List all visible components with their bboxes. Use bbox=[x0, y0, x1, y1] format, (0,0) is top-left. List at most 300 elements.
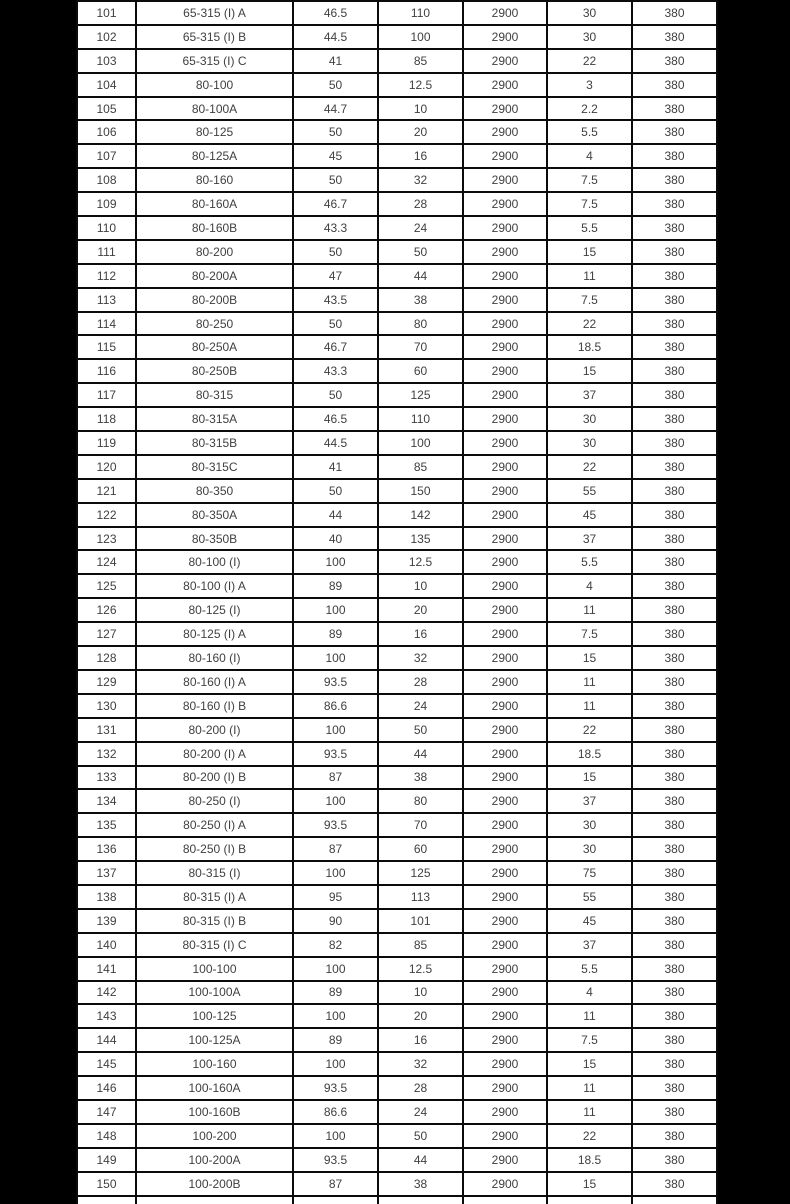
table-cell: 80-100A bbox=[136, 97, 293, 121]
table-cell: 380 bbox=[632, 359, 717, 383]
table-cell: 109 bbox=[77, 192, 136, 216]
table-cell: 80-100 (I) A bbox=[136, 574, 293, 598]
table-cell: 132 bbox=[77, 742, 136, 766]
table-cell: 50 bbox=[293, 240, 378, 264]
table-row bbox=[77, 168, 717, 192]
table-cell: 18.5 bbox=[547, 742, 632, 766]
table-cell: 380 bbox=[632, 431, 717, 455]
table-cell: 100 bbox=[378, 25, 463, 49]
table-cell: 2900 bbox=[463, 407, 547, 431]
table-cell: 50 bbox=[293, 120, 378, 144]
table-cell: 11 bbox=[547, 264, 632, 288]
table-cell: 55 bbox=[547, 479, 632, 503]
table-cell: 380 bbox=[632, 574, 717, 598]
table-row bbox=[77, 598, 717, 622]
pump-spec-table bbox=[76, 0, 718, 1204]
table-row bbox=[77, 861, 717, 885]
table-cell: 100 bbox=[293, 957, 378, 981]
table-cell: 5.5 bbox=[547, 120, 632, 144]
table-cell: 107 bbox=[77, 144, 136, 168]
table-cell: 38 bbox=[378, 766, 463, 790]
table-cell: 41 bbox=[293, 49, 378, 73]
table-cell: 32 bbox=[378, 168, 463, 192]
table-cell: 32 bbox=[378, 646, 463, 670]
table-cell: 93.5 bbox=[293, 1148, 378, 1172]
table-cell: 4 bbox=[547, 981, 632, 1005]
table-cell: 4 bbox=[547, 144, 632, 168]
table-cell: 2900 bbox=[463, 1100, 547, 1124]
table-cell: 80-200 (I) A bbox=[136, 742, 293, 766]
table-row bbox=[77, 981, 717, 1005]
table-cell: 142 bbox=[378, 503, 463, 527]
table-cell: 149 bbox=[77, 1148, 136, 1172]
table-cell: 80 bbox=[378, 789, 463, 813]
table-cell: 2900 bbox=[463, 527, 547, 551]
table-cell: 89 bbox=[293, 1028, 378, 1052]
table-row bbox=[77, 73, 717, 97]
table-cell: 80-350B bbox=[136, 527, 293, 551]
table-cell: 82 bbox=[293, 933, 378, 957]
table-cell: 80-160A bbox=[136, 192, 293, 216]
table-cell: 80-315 bbox=[136, 383, 293, 407]
table-cell: 380 bbox=[632, 622, 717, 646]
table-cell: 12.5 bbox=[378, 550, 463, 574]
table-cell: 2900 bbox=[463, 359, 547, 383]
table-cell: 380 bbox=[632, 120, 717, 144]
table-cell: 15 bbox=[547, 359, 632, 383]
table-cell: 70 bbox=[378, 335, 463, 359]
table-cell: 2900 bbox=[463, 694, 547, 718]
table-cell: 2900 bbox=[463, 622, 547, 646]
table-cell: 7.5 bbox=[547, 192, 632, 216]
table-cell: 80-315A bbox=[136, 407, 293, 431]
table-cell: 15 bbox=[547, 766, 632, 790]
table-cell: 80-350 bbox=[136, 479, 293, 503]
table-cell: 41 bbox=[293, 455, 378, 479]
table-cell: 80-100 bbox=[136, 73, 293, 97]
table-cell: 80-200B bbox=[136, 288, 293, 312]
table-cell: 28 bbox=[378, 1076, 463, 1100]
table-cell: 2900 bbox=[463, 168, 547, 192]
table-cell: 30 bbox=[547, 1, 632, 25]
table-cell: 44.7 bbox=[293, 97, 378, 121]
table-cell: 114 bbox=[77, 312, 136, 336]
table-cell: 37 bbox=[547, 933, 632, 957]
table-cell: 2900 bbox=[463, 670, 547, 694]
table-cell: 2900 bbox=[463, 479, 547, 503]
table-cell: 380 bbox=[632, 288, 717, 312]
table-cell: 100-200B bbox=[136, 1172, 293, 1196]
table-cell: 50 bbox=[293, 73, 378, 97]
table-cell: 130 bbox=[77, 694, 136, 718]
table-cell: 103 bbox=[77, 49, 136, 73]
table-row bbox=[77, 216, 717, 240]
table-cell-empty bbox=[293, 1196, 378, 1204]
table-row bbox=[77, 335, 717, 359]
table-cell: 80-250B bbox=[136, 359, 293, 383]
table-cell: 44 bbox=[293, 503, 378, 527]
table-cell: 47 bbox=[293, 264, 378, 288]
table-cell: 15 bbox=[547, 240, 632, 264]
table-row bbox=[77, 885, 717, 909]
table-cell: 30 bbox=[547, 431, 632, 455]
table-cell: 86.6 bbox=[293, 1100, 378, 1124]
table-cell: 20 bbox=[378, 120, 463, 144]
table-cell: 80-315 (I) C bbox=[136, 933, 293, 957]
table-cell: 80-160 bbox=[136, 168, 293, 192]
table-cell: 110 bbox=[378, 407, 463, 431]
table-cell: 7.5 bbox=[547, 1028, 632, 1052]
table-cell: 2900 bbox=[463, 933, 547, 957]
table-cell: 2900 bbox=[463, 766, 547, 790]
table-cell: 43.3 bbox=[293, 359, 378, 383]
table-cell: 380 bbox=[632, 718, 717, 742]
table-cell: 100-100A bbox=[136, 981, 293, 1005]
table-cell: 93.5 bbox=[293, 1076, 378, 1100]
table-row bbox=[77, 1052, 717, 1076]
table-cell: 80-160 (I) A bbox=[136, 670, 293, 694]
table-cell: 380 bbox=[632, 479, 717, 503]
table-cell: 125 bbox=[378, 861, 463, 885]
table-cell: 30 bbox=[547, 407, 632, 431]
table-cell: 80-315 (I) A bbox=[136, 885, 293, 909]
table-row bbox=[77, 25, 717, 49]
table-cell: 2900 bbox=[463, 1172, 547, 1196]
table-cell: 127 bbox=[77, 622, 136, 646]
table-cell: 2900 bbox=[463, 837, 547, 861]
table-cell: 50 bbox=[378, 240, 463, 264]
table-cell: 22 bbox=[547, 1124, 632, 1148]
table-cell: 380 bbox=[632, 407, 717, 431]
table-row bbox=[77, 527, 717, 551]
table-cell: 2900 bbox=[463, 813, 547, 837]
table-cell: 380 bbox=[632, 144, 717, 168]
table-cell: 380 bbox=[632, 1148, 717, 1172]
table-cell: 80 bbox=[378, 312, 463, 336]
table-row bbox=[77, 813, 717, 837]
table-row bbox=[77, 431, 717, 455]
table-cell: 380 bbox=[632, 25, 717, 49]
table-cell: 15 bbox=[547, 1172, 632, 1196]
table-cell: 115 bbox=[77, 335, 136, 359]
table-row bbox=[77, 909, 717, 933]
table-cell: 80-250A bbox=[136, 335, 293, 359]
table-cell: 44 bbox=[378, 1148, 463, 1172]
table-row bbox=[77, 694, 717, 718]
table-cell: 3 bbox=[547, 73, 632, 97]
table-cell: 87 bbox=[293, 1172, 378, 1196]
table-cell: 380 bbox=[632, 670, 717, 694]
table-cell-empty bbox=[463, 1196, 547, 1204]
table-cell: 113 bbox=[378, 885, 463, 909]
table-cell: 100 bbox=[293, 1052, 378, 1076]
table-cell: 140 bbox=[77, 933, 136, 957]
table-cell: 2900 bbox=[463, 264, 547, 288]
table-cell: 100 bbox=[293, 598, 378, 622]
table-cell: 80-315C bbox=[136, 455, 293, 479]
table-cell: 2900 bbox=[463, 49, 547, 73]
table-cell: 125 bbox=[378, 383, 463, 407]
table-cell: 104 bbox=[77, 73, 136, 97]
table-cell: 380 bbox=[632, 264, 717, 288]
table-cell: 85 bbox=[378, 49, 463, 73]
table-cell: 12.5 bbox=[378, 957, 463, 981]
table-row bbox=[77, 144, 717, 168]
table-cell: 380 bbox=[632, 335, 717, 359]
table-cell: 75 bbox=[547, 861, 632, 885]
table-cell: 380 bbox=[632, 550, 717, 574]
table-cell: 7.5 bbox=[547, 622, 632, 646]
table-cell: 2.2 bbox=[547, 97, 632, 121]
table-cell: 37 bbox=[547, 789, 632, 813]
table-cell: 45 bbox=[547, 909, 632, 933]
table-cell: 46.7 bbox=[293, 335, 378, 359]
table-cell: 10 bbox=[378, 574, 463, 598]
table-cell: 380 bbox=[632, 933, 717, 957]
table-row bbox=[77, 766, 717, 790]
table-cell: 16 bbox=[378, 1028, 463, 1052]
table-cell: 10 bbox=[378, 981, 463, 1005]
table-cell: 43.3 bbox=[293, 216, 378, 240]
table-cell: 100-125A bbox=[136, 1028, 293, 1052]
table-cell: 112 bbox=[77, 264, 136, 288]
table-cell: 11 bbox=[547, 1076, 632, 1100]
table-cell: 80-160B bbox=[136, 216, 293, 240]
table-cell: 100-200 bbox=[136, 1124, 293, 1148]
table-cell: 85 bbox=[378, 933, 463, 957]
table-cell: 111 bbox=[77, 240, 136, 264]
table-cell: 119 bbox=[77, 431, 136, 455]
table-cell: 100 bbox=[293, 1004, 378, 1028]
table-cell: 129 bbox=[77, 670, 136, 694]
table-cell: 2900 bbox=[463, 97, 547, 121]
table-row bbox=[77, 359, 717, 383]
table-cell: 37 bbox=[547, 527, 632, 551]
table-cell: 11 bbox=[547, 694, 632, 718]
table-cell: 100-100 bbox=[136, 957, 293, 981]
table-row bbox=[77, 789, 717, 813]
table-row-partial bbox=[77, 1196, 717, 1204]
table-cell: 2900 bbox=[463, 216, 547, 240]
table-cell: 30 bbox=[547, 837, 632, 861]
table-cell: 89 bbox=[293, 622, 378, 646]
table-row bbox=[77, 957, 717, 981]
table-cell: 113 bbox=[77, 288, 136, 312]
table-cell: 131 bbox=[77, 718, 136, 742]
table-cell: 22 bbox=[547, 718, 632, 742]
table-cell: 380 bbox=[632, 455, 717, 479]
table-cell: 100-200A bbox=[136, 1148, 293, 1172]
table-cell: 60 bbox=[378, 837, 463, 861]
table-cell: 105 bbox=[77, 97, 136, 121]
table-cell: 38 bbox=[378, 1172, 463, 1196]
table-cell: 80-125 (I) A bbox=[136, 622, 293, 646]
table-cell: 380 bbox=[632, 1004, 717, 1028]
table-cell: 102 bbox=[77, 25, 136, 49]
table-cell: 380 bbox=[632, 646, 717, 670]
table-cell: 108 bbox=[77, 168, 136, 192]
table-cell: 46.7 bbox=[293, 192, 378, 216]
table-cell: 135 bbox=[378, 527, 463, 551]
table-cell: 80-250 (I) B bbox=[136, 837, 293, 861]
table-cell: 80-125A bbox=[136, 144, 293, 168]
table-cell: 380 bbox=[632, 957, 717, 981]
table-cell: 141 bbox=[77, 957, 136, 981]
table-row bbox=[77, 288, 717, 312]
table-cell: 11 bbox=[547, 1004, 632, 1028]
table-cell: 380 bbox=[632, 1172, 717, 1196]
table-row bbox=[77, 933, 717, 957]
table-cell: 4 bbox=[547, 574, 632, 598]
table-cell: 2900 bbox=[463, 312, 547, 336]
table-cell: 93.5 bbox=[293, 742, 378, 766]
table-cell: 30 bbox=[547, 813, 632, 837]
table-cell: 55 bbox=[547, 885, 632, 909]
table-row bbox=[77, 1028, 717, 1052]
table-cell: 95 bbox=[293, 885, 378, 909]
table-cell: 89 bbox=[293, 574, 378, 598]
table-cell-empty bbox=[378, 1196, 463, 1204]
table-row bbox=[77, 1, 717, 25]
table-cell: 118 bbox=[77, 407, 136, 431]
table-cell: 2900 bbox=[463, 73, 547, 97]
table-cell: 2900 bbox=[463, 646, 547, 670]
table-row bbox=[77, 718, 717, 742]
table-cell: 50 bbox=[378, 1124, 463, 1148]
table-cell: 117 bbox=[77, 383, 136, 407]
table-cell: 15 bbox=[547, 1052, 632, 1076]
table-cell: 44.5 bbox=[293, 25, 378, 49]
table-cell: 2900 bbox=[463, 718, 547, 742]
table-cell: 80-125 (I) bbox=[136, 598, 293, 622]
table-cell: 380 bbox=[632, 837, 717, 861]
table-row bbox=[77, 240, 717, 264]
table-cell: 100 bbox=[378, 431, 463, 455]
table-cell: 380 bbox=[632, 813, 717, 837]
table-cell-empty bbox=[547, 1196, 632, 1204]
table-cell: 43.5 bbox=[293, 288, 378, 312]
table-cell: 2900 bbox=[463, 144, 547, 168]
table-cell: 380 bbox=[632, 527, 717, 551]
table-cell: 2900 bbox=[463, 455, 547, 479]
table-cell: 2900 bbox=[463, 909, 547, 933]
table-cell: 100 bbox=[293, 718, 378, 742]
table-cell: 150 bbox=[378, 479, 463, 503]
table-cell: 2900 bbox=[463, 574, 547, 598]
table-cell: 138 bbox=[77, 885, 136, 909]
table-cell: 7.5 bbox=[547, 288, 632, 312]
table-cell: 10 bbox=[378, 97, 463, 121]
table-cell: 100 bbox=[293, 1124, 378, 1148]
table-row bbox=[77, 383, 717, 407]
table-cell-empty bbox=[136, 1196, 293, 1204]
table-cell: 148 bbox=[77, 1124, 136, 1148]
table-cell: 124 bbox=[77, 550, 136, 574]
table-cell: 380 bbox=[632, 192, 717, 216]
table-cell: 380 bbox=[632, 1, 717, 25]
table-cell: 380 bbox=[632, 789, 717, 813]
table-cell: 2900 bbox=[463, 598, 547, 622]
table-row bbox=[77, 264, 717, 288]
table-cell: 2900 bbox=[463, 335, 547, 359]
table-cell: 380 bbox=[632, 694, 717, 718]
table-cell: 20 bbox=[378, 598, 463, 622]
table-cell: 11 bbox=[547, 670, 632, 694]
table-cell: 100 bbox=[293, 550, 378, 574]
table-cell: 100 bbox=[293, 861, 378, 885]
table-cell: 86.6 bbox=[293, 694, 378, 718]
table-cell: 380 bbox=[632, 240, 717, 264]
table-cell: 65-315 (I) A bbox=[136, 1, 293, 25]
table-cell: 126 bbox=[77, 598, 136, 622]
table-cell: 80-250 (I) bbox=[136, 789, 293, 813]
table-cell: 137 bbox=[77, 861, 136, 885]
table-cell: 70 bbox=[378, 813, 463, 837]
table-cell: 2900 bbox=[463, 383, 547, 407]
table-cell: 380 bbox=[632, 766, 717, 790]
table-cell: 380 bbox=[632, 168, 717, 192]
table-cell: 2900 bbox=[463, 192, 547, 216]
table-cell: 11 bbox=[547, 598, 632, 622]
table-cell: 80-200 bbox=[136, 240, 293, 264]
table-cell: 15 bbox=[547, 646, 632, 670]
table-cell: 2900 bbox=[463, 431, 547, 455]
table-cell: 60 bbox=[378, 359, 463, 383]
table-cell: 46.5 bbox=[293, 1, 378, 25]
table-cell: 50 bbox=[293, 479, 378, 503]
table-cell: 2900 bbox=[463, 1004, 547, 1028]
table-cell: 380 bbox=[632, 981, 717, 1005]
table-row bbox=[77, 455, 717, 479]
table-cell: 80-200A bbox=[136, 264, 293, 288]
table-cell: 150 bbox=[77, 1172, 136, 1196]
table-cell: 100 bbox=[293, 646, 378, 670]
table-cell: 142 bbox=[77, 981, 136, 1005]
table-row bbox=[77, 1100, 717, 1124]
table-cell: 40 bbox=[293, 527, 378, 551]
table-cell: 380 bbox=[632, 1028, 717, 1052]
table-cell: 2900 bbox=[463, 1052, 547, 1076]
table-cell: 2900 bbox=[463, 957, 547, 981]
table-cell: 45 bbox=[547, 503, 632, 527]
table-cell: 80-250 bbox=[136, 312, 293, 336]
table-cell: 139 bbox=[77, 909, 136, 933]
table-cell: 80-250 (I) A bbox=[136, 813, 293, 837]
table-cell: 136 bbox=[77, 837, 136, 861]
table-cell: 80-200 (I) B bbox=[136, 766, 293, 790]
table-cell: 80-200 (I) bbox=[136, 718, 293, 742]
table-cell: 80-315 (I) bbox=[136, 861, 293, 885]
table-cell: 2900 bbox=[463, 503, 547, 527]
table-cell: 100-160 bbox=[136, 1052, 293, 1076]
table-cell: 380 bbox=[632, 1052, 717, 1076]
table-cell: 18.5 bbox=[547, 1148, 632, 1172]
table-cell: 128 bbox=[77, 646, 136, 670]
table-row bbox=[77, 670, 717, 694]
table-cell: 380 bbox=[632, 598, 717, 622]
table-cell: 24 bbox=[378, 216, 463, 240]
table-cell: 44 bbox=[378, 742, 463, 766]
table-cell: 90 bbox=[293, 909, 378, 933]
table-cell: 16 bbox=[378, 144, 463, 168]
table-cell: 2900 bbox=[463, 1028, 547, 1052]
table-cell: 5.5 bbox=[547, 550, 632, 574]
table-cell: 380 bbox=[632, 383, 717, 407]
table-cell: 28 bbox=[378, 670, 463, 694]
table-row bbox=[77, 1172, 717, 1196]
table-cell: 101 bbox=[378, 909, 463, 933]
table-cell: 38 bbox=[378, 288, 463, 312]
